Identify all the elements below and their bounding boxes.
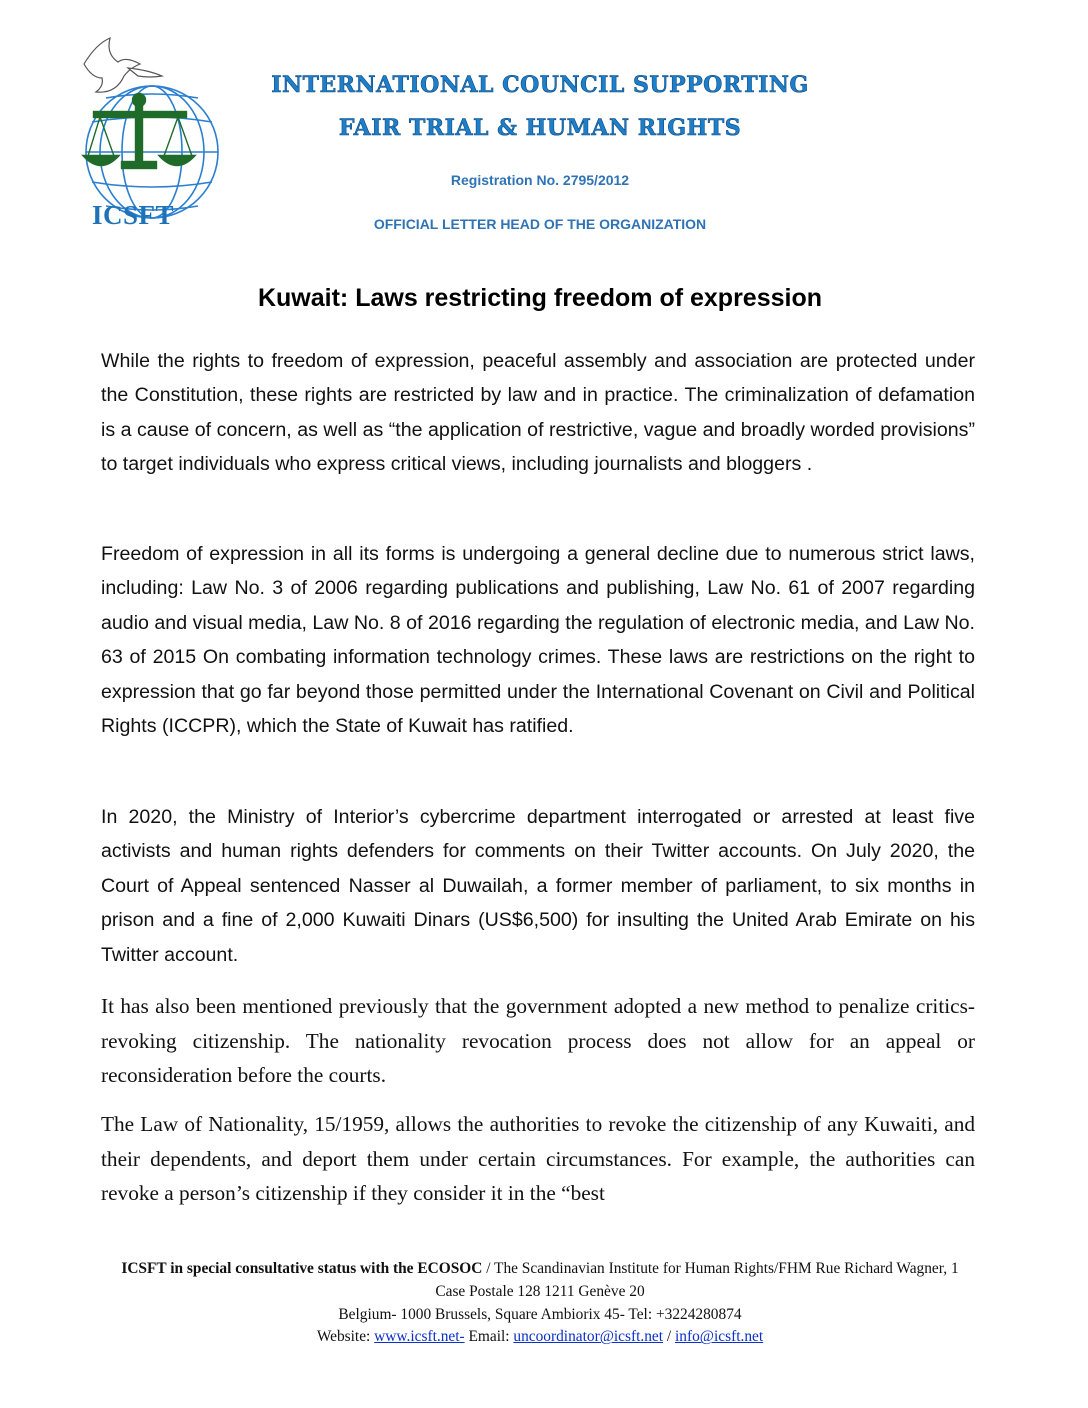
globe-icon <box>86 86 218 218</box>
organization-name-line-2: FAIR TRIAL & HUMAN RIGHTS <box>338 115 742 141</box>
footer-address: Belgium- 1000 Brussels, Square Ambiorix 45- Tel: +3224280874 <box>338 1305 742 1323</box>
footer <box>120 1258 960 1349</box>
paragraph-3: In 2020, the Ministry of Interior’s cybercrime department interrogated or arrested at least five activists and human rights defenders for comments on their Twitter accounts. On July 2020, the Court of Appeal sentenced Nasser al Duwailah, a former member of parliament, to six months in prison and a fine of 2,000 Kuwaiti Dinars (US$6,500) for insulting the United Arab Emirate on his Twitter account. <box>101 806 975 966</box>
document-title: Kuwait: Laws restricting freedom of expression <box>257 284 822 312</box>
footer-website-label: Website: <box>316 1328 375 1346</box>
footer-status: ICSFT in special consultative status with the ECOSOC <box>121 1260 483 1277</box>
paragraph-4: It has also been mentioned previously that the government adopted a new method to penalize critics- revoking citizenship. The nationality revocation process does not allow for an appeal or reconsideration before the courts. <box>101 994 975 1087</box>
email-link-uncoordinator[interactable]: uncoordinator@icsft.net <box>513 1328 664 1346</box>
footer-institute: / The Scandinavian Institute for Human Rights/FHM Rue Richard Wagner, 1 Case Postale 128 1211 Genève 20 <box>435 1260 959 1300</box>
scales-icon <box>84 94 194 168</box>
footer-email-label: Email: <box>464 1328 514 1346</box>
organization-name-line-1: INTERNATIONAL COUNCIL SUPPORTING <box>271 72 809 98</box>
dove-icon <box>84 38 162 92</box>
logo-label: ICSFT <box>92 200 175 230</box>
footer-separator: / <box>663 1328 676 1346</box>
paragraph-1: While the rights to freedom of expression, peaceful assembly and association are protected under the Constitution, these rights are restricted by law and in practice. The criminalization of defamation is a cause of concern, as well as “the application of restrictive, vague and broadly worded provisions” to target individuals who express critical views, including journalists and bloggers . <box>101 350 975 476</box>
official-letterhead-label: OFFICIAL LETTER HEAD OF THE ORGANIZATION <box>373 216 707 232</box>
website-link[interactable]: www.icsft.net- <box>374 1328 465 1346</box>
registration-number: Registration No. 2795/2012 <box>450 172 630 188</box>
email-link-info[interactable]: info@icsft.net <box>675 1328 764 1346</box>
paragraph-2: Freedom of expression in all its forms is undergoing a general decline due to numerous strict laws, including: Law No. 3 of 2006 regarding publications and publishing, Law No. 61 of 2007 regarding audio and visual media, Law No. 8 of 2016 regarding the regulation of electronic media, and Law No. 63 of 2015 On combating information technology crimes. These laws are restrictions on the right to expression that go far beyond those permitted under the International Covenant on Civil and Political Rights (ICCPR), which the State of Kuwait has ratified. <box>101 543 975 738</box>
paragraph-5: The Law of Nationality, 15/1959, allows the authorities to revoke the citizenship of any Kuwaiti, and their dependents, and deport them under certain circumstances. For example, the authorities can revoke a person’s citizenship if they consider it in the “best <box>101 1112 975 1205</box>
